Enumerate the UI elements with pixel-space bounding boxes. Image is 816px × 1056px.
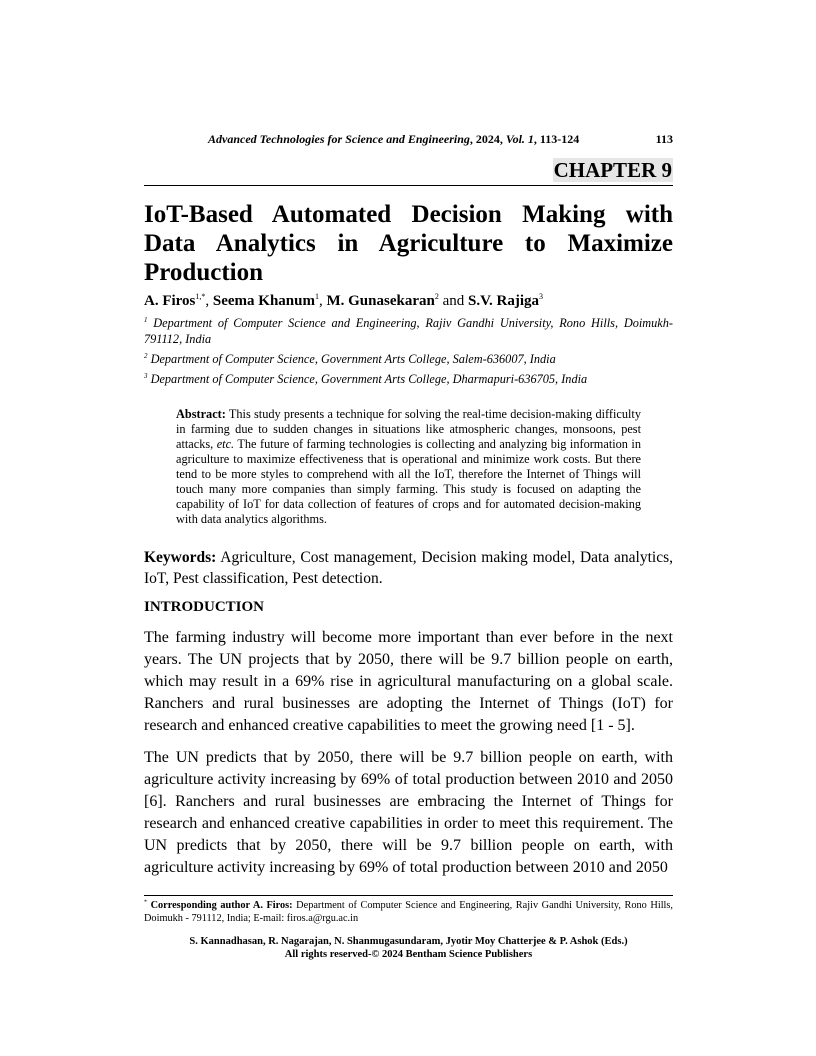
affiliation-sup: 3 [144,371,148,380]
rights-line: All rights reserved-© 2024 Bentham Science Publishers [284,949,533,960]
footnote-divider [144,895,673,896]
journal-year: , 2024, [469,132,506,146]
page-number: 113 [655,132,673,146]
affiliation [144,315,673,347]
author-sup: 2 [434,292,439,301]
section-heading: INTRODUCTION [144,599,265,615]
affiliation [144,371,673,387]
affiliation-sup: 1 [144,315,148,324]
author-list [144,291,673,311]
running-head [144,132,673,147]
footnote-label: Corresponding author A. Firos: [147,900,293,911]
author-sep: and [438,293,469,309]
abstract-text: This study presents a technique for solving the real-time decision-making difficulty in farming due to sudden changes in situations like atmospheric changes, monsoons, pest attacks, [176,407,641,451]
author-sup: 1,* [195,292,206,301]
footnote-sup: * [144,899,147,906]
chapter-header [144,158,673,186]
paper-title: IoT-Based Automated Decision Making with Data Analytics in Agriculture to Maximize Production [144,201,673,286]
chapter-label: CHAPTER 9 [553,158,672,182]
affiliation-text: Department of Computer Science, Government Arts College, Salem-636007, India [147,352,556,366]
journal-volume: Vol. 1 [505,132,534,146]
affiliation-text: Department of Computer Science, Government Arts College, Dharmapuri-636705, India [147,372,588,386]
author-name: M. Gunasekaran [326,293,435,309]
body-paragraph: The farming industry will become more important than ever before in the next years. The UN projects that by 2050, there will be 9.7 billion people on earth, which may result in a 69% rise in agricultural manufacturing on a global scale. Ranchers and rural businesses are adopting the Internet of Things (IoT) for research and enhanced creative capabilities to meet the growing need [1 - 5]. [144,629,673,734]
abstract-text: The future of farming technologies is collecting and analyzing big information in agriculture to maximize effectiveness that is operational and minimize work costs. But there tend to be more styles to comprehend with all the IoT, therefore the Internet of Things will touch many more companies than simply farming. This study is focused on adapting the capability of IoT for data collection of features of crops and for automated decision-making with data analytics algorithms. [176,437,642,526]
footnote-text: Department of Computer Science and Engineering, Rajiv Gandhi University, Rono Hills, Doimukh - 791112, India; E-mail: firos.a@rgu.ac.in [144,900,673,924]
author-sep: , [205,293,213,309]
keywords-label: Keywords: [144,549,217,566]
author-sep: , [318,293,327,309]
author-name: Seema Khanum [212,293,315,309]
abstract-etc: etc. [216,437,235,451]
abstract [176,407,641,527]
body-paragraph: The UN predicts that by 2050, there will be 9.7 billion people on earth, with agriculture activity increasing by 69% of total production between 2010 and 2050 [6]. Ranchers and rural businesses are embracing the Internet of Things for research and enhanced creative capabilities in order to meet this requirement. The UN predicts that by 2050, there will be 9.7 billion people on earth, with agriculture activity increasing by 69% of total production between 2010 and 2050 [144,749,673,876]
keywords [144,547,673,589]
affiliation-text: Department of Computer Science and Engineering, Rajiv Gandhi University, Rono Hills, Doimukh-791112, India [144,316,673,346]
affiliation-sup: 2 [144,351,148,360]
author-name: S.V. Rajiga [468,293,540,309]
publisher-footer [144,935,673,961]
journal-name: Advanced Technologies for Science and Engineering [208,132,470,146]
keywords-text: Agriculture, Cost management, Decision making model, Data analytics, IoT, Pest classification, Pest detection. [144,549,673,587]
author-sup: 3 [539,292,544,301]
page [144,0,673,1001]
author-name: A. Firos [144,293,196,309]
footnote [144,899,673,925]
affiliation [144,351,673,367]
editors-line: S. Kannadhasan, R. Nagarajan, N. Shanmugasundaram, Jyotir Moy Chatterjee & P. Ashok (Eds.) [189,936,628,947]
journal-pages: , 113-124 [533,132,580,146]
journal-citation [208,132,579,147]
author-sup: 1 [314,292,319,301]
abstract-label: Abstract: [176,407,226,421]
